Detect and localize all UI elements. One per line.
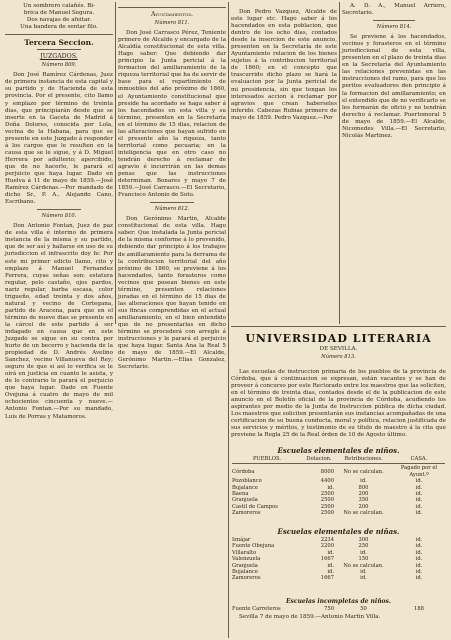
table-row: [231, 465, 446, 478]
notice-text: Don José Carrasco Pérez, Teniente primero de Alcalde y encargado de la Alcaldía constitucional de esta villa. Hago saber: Que debiendo dar principio la Junta pericial á la formacion del amillaramiento de la riqueza territorial que ha de servir de base para el repartimiento de inmuebles del año próximo de 1860, el Ayuntamiento constitucional que preside ha acordado se haga saber á los hacendados en esta villa y su término, presenten en la Secretaría en el término de 15 dias, relacion de las alteraciones que hayan sufrido en el presente año la riqueza, tanto territorial como pecuaria; en la inteligencia que en otro caso no tendrán derecho á reclamar de agravio é incurrirán en las demas penas que las instrucciones determinan. Bonares y mayo 7 de 1859.—José Carrasco.—El Secretario, Francisco Antonio de Soto.: [118, 30, 226, 199]
table-cell: Iznájar: [232, 537, 251, 543]
table-cell: id.: [327, 549, 334, 556]
table-cell: Fuente Carreteros: [232, 606, 281, 612]
column-1: [5, 0, 113, 421]
table-cell: 200: [358, 491, 369, 498]
notice-text: Las escuelas de instruccion primaria de los pueblos de la provincia de Córdoba, que á continuacion se expresan, están vacantes y se han de proveer á concurso por este Rectorado entre los maestros que las soliciten, en el término de treinta dias, contados desde el de la publicacion de este anuncio en el Boletín oficial de la provincia de Córdoba, acudiendo los aspirantes por medio de la Junta de Instruccion pública de dicha ciudad. Los maestros que soliciten presentarán sus instancias acompañadas de una certificacion de su buena conducta, moral y política, relacion justificada de sus servicios y méritos, y testimonio de su título de maestro á la cita que previene la Regla 25 de la Real órden de 10 de Agosto último.: [231, 369, 447, 438]
column-2: [118, 0, 226, 371]
table-cell: Zamoreros: [232, 575, 261, 582]
notice-number: Número 811.: [154, 20, 190, 27]
closing-signature: Sevilla 7 de mayo de 1859.—Antonio Martin Villa.: [239, 614, 381, 621]
table-cell: 300: [358, 537, 369, 543]
university-notice: [231, 369, 446, 439]
university-title: UNIVERSIDAD LITERARIA: [245, 332, 432, 345]
table-cell: No se calculan.: [343, 562, 384, 569]
table-row: [231, 606, 446, 612]
table-cell: 2500: [320, 503, 334, 510]
table-section-3: [231, 598, 446, 621]
table-cell: Villaralto: [232, 549, 257, 556]
university-header: [231, 332, 446, 363]
table-cell: 2500: [320, 497, 334, 504]
table-cell: id.: [415, 543, 423, 550]
header-cell: CASA.: [410, 456, 428, 462]
table-cell: Córdoba: [232, 468, 255, 475]
column-4: [342, 0, 446, 140]
table-cell: 150: [358, 556, 369, 563]
column-rule: [228, 2, 229, 638]
table-cell: id.: [360, 478, 367, 485]
table-cell: Zamoreros: [232, 510, 261, 517]
notice-text: A. D. A., Manuel Arriero, Secretario.: [342, 3, 446, 17]
table-cell: No se calculan.: [343, 468, 384, 475]
table-cell: 350: [358, 497, 369, 504]
table-cell: Baena: [232, 491, 249, 498]
divider: [232, 463, 445, 464]
table-cell: id.: [415, 549, 423, 556]
table-cell: id.: [415, 556, 423, 563]
table-cell: Granjuela: [232, 562, 258, 569]
schools-incomplete-table: [231, 606, 446, 612]
table-cell: id.: [360, 549, 367, 556]
table-cell: 188: [414, 606, 424, 612]
table-row: [231, 575, 446, 581]
divider: [150, 202, 193, 203]
divider: [5, 34, 113, 35]
divider: [37, 209, 80, 210]
column-rule: [115, 2, 116, 324]
notice-number: Número 814.: [376, 24, 412, 31]
text-line: brica de Manuel Segura.: [23, 10, 95, 17]
table-cell: 800: [358, 484, 369, 491]
notice-text: Don José Ramírez Cárdenas, Juez de primera instancia de esta capital y su partido y de Hacienda de esta provincia. Por el presente, cito llamo y emplazo por término de treinta dias, que principiarán desde que se inserte en la Gaceta de Madrid á Doña Dolores, conocida por Lola, vecina de la Habana, para que se presente en este Juzgado á responder á los cargos que le resulten en la causa que se le sigue, y á D. Miguel Herrera por adulterio; apercibido, que de no hacerlo, le parará el perjuicio que haya lugar. Dado en Huelva á 11 de mayo de 1859.—José Ramírez Cárdenas.—Por mandado de dicho Sr., P. A., Alejando Cano, Escribano.: [5, 72, 113, 206]
table-cell: 1667: [320, 575, 334, 582]
column-3: [231, 0, 337, 122]
table-cell: Castil de Campos: [232, 503, 278, 510]
table-cell: Bujalance: [232, 484, 258, 491]
column-rule: [339, 2, 340, 324]
header-cell: Retribuciones.: [344, 456, 383, 462]
table-heading: Escuelas elementales de niños.: [277, 446, 400, 455]
table-heading: Escuelas incompletas de niños.: [285, 598, 392, 605]
header-cell: PUEBLOS.: [252, 456, 282, 462]
table-cell: 8000: [320, 468, 334, 475]
table-cell: 2500: [320, 491, 334, 498]
table-cell: id.: [415, 537, 423, 543]
table-heading: Escuelas elementales de niñas.: [277, 527, 400, 536]
table-cell: 2234: [320, 537, 334, 543]
text-line: Una bandera de sentar filo.: [20, 24, 98, 31]
table-cell: 1667: [320, 556, 334, 563]
table-cell: Pagado por el Ayunt.º: [400, 465, 438, 478]
table-cell: id.: [360, 569, 367, 576]
table-row: [231, 510, 446, 516]
table-cell: Fuente Obejuna: [232, 543, 275, 550]
table-cell: Granjuela: [232, 497, 258, 504]
table-cell: id.: [415, 484, 423, 491]
table-cell: 250: [358, 543, 369, 550]
table-cell: Bujalance: [232, 569, 258, 576]
header-cell: Dotacion.: [306, 456, 332, 462]
notice-number: Número 810.: [41, 213, 77, 220]
table-section-2: [231, 528, 446, 582]
table-cell: id.: [415, 491, 423, 498]
divider: [373, 20, 415, 21]
table-section-1: [231, 447, 446, 517]
notice-text: Se previene á los hacendados, vecinos y forasteros en el término jurisdiccional de esta villa, presenten en el plazo de treinta dias en la Secretaría del Ayuntamiento las relaciones prevenidas en las instrucciones del ramo, para que los peritos evaluadores den principio á la formacion del amillaramiento; en el entendido que de no verificarlo se les formarán de oficio y no tendrán derecho á reclamar. Puertomoral 5 de mayo de 1859.—El Alcalde, Nicomedes Villa.—El Secretario, Nicolás Martinez.: [342, 34, 446, 139]
notice-text: Don Antonio Fontan, Juez de paz de esta villa é interino de primera instancia de la misma y su partido, que de ser así y hallarse en uso de su jurisdiccion el infrascrito doy fe: Por este mi primer edicto llamo, cito y emplazo á Manuel Fernandez Ferrera, cuyas señas son: estatura regular, pelo castaño, ojos pardos, nariz regular, barba escasa, color trigueño, edad treinta y dos años, natural y vecino de Cortegana, partido de Aracena, para que en el término de nueve dias se presente en la cárcel de este partido á ser indagado en causa que en este Juzgado se sigue en su contra por hurto de un becerro y hacienda de la propiedad de D. Andrés Avelino Sanchez, vecino Villanueva del Rey; seguro de que si así lo verifica se le oirá en justicia en cuanto le asista, y de lo contrario le parará el perjuicio que haya lugar. Dado en Fuente Ovejuna á cuatro de mayo de mil ochocientos cincuenta y nueve.—Antonio Fontan.—Por su mandado, Luis de Porras y Matamoros.: [5, 223, 113, 420]
table-cell: id.: [415, 575, 423, 582]
section-title: Tercera Seccion.: [24, 38, 94, 48]
table-cell: id.: [415, 510, 423, 517]
table-cell: No se calculan.: [343, 510, 384, 517]
table-cell: 2200: [320, 543, 334, 550]
table-cell: 50: [360, 606, 367, 612]
subsection-title: JUZGADOS.: [40, 53, 78, 61]
notice-text: Don Gerónimo Martin, Alcalde constitucional de esta villa. Hago saber: Que instalada la Junta pericial de la misma conforme á lo prevenido, debiendo dar principio á los trabajos de amillaramiento para la derrama de la contribucion territorial del año próximo de 1860, se previene á los hacendados, tanto forasteros como vecinos que posean bienes en este término, presenten relaciones juradas en el término de 15 dias de las alteraciones que hayan tenido en sus fincas comprendidas en el actual amillaramiento, en el bien entendido que de no presentarlas en dicho término se procederá con arreglo á instrucciones y le parará el perjuicio que haya lugar. Santa Ana la Real 5 de mayo de 1859.—El Alcalde, Gerónimo Martin.—Elias Gonzalez, Secretario.: [118, 216, 226, 371]
subsection-title: Ayuntamientos.: [150, 11, 194, 18]
table-cell: id.: [415, 562, 423, 569]
table-cell: id.: [327, 484, 334, 491]
table-cell: 200: [358, 503, 369, 510]
notice-number: Número 813.: [321, 354, 356, 360]
text-line: Dos navajas de afeitar.: [26, 17, 92, 24]
table-cell: id.: [415, 503, 423, 510]
notice-number: Número 812.: [154, 206, 190, 213]
notice-text: Don Pedro Vazquez, Alcalde de este lugar etc. Hago saber á los hacendados en esta poblacion, que dentro de los ocho dias, contados desde la insercion de este anuncio, presenten en la Secretaría de este Ayuntamiento relacion de los bienes sujetos á la contribucion territorial de 1860; en el concepto que trascurrido dicho plazo se hará la evaluacion por la Junta pericial de mi presidencia, sin que tengan los interesados accion á reclamar por agravios que crean haberseles inferido. Cabezas Rubias primero de mayo de 1859. Pedro Vazquez.—Por: [231, 9, 337, 121]
table-cell: 750: [324, 606, 334, 612]
divider: [118, 7, 226, 8]
table-cell: 4400: [320, 478, 334, 485]
table-cell: Valenzuela: [232, 556, 261, 563]
table-cell: 2500: [320, 510, 334, 517]
schools-girls-table: [231, 537, 446, 582]
notice-number: Número 809.: [41, 62, 77, 69]
table-cell: id.: [327, 569, 334, 576]
schools-boys-table: [231, 456, 446, 517]
divider: [37, 49, 80, 50]
table-cell: id.: [415, 569, 423, 576]
table-cell: Pozoblanco: [232, 478, 262, 485]
text-line: Un sombrero calañés. Bi-: [23, 3, 95, 9]
table-cell: id.: [327, 562, 334, 569]
divider: [231, 326, 446, 327]
university-subtitle: DE SEVILLA.: [319, 346, 358, 352]
table-cell: id.: [415, 497, 423, 504]
table-cell: id.: [360, 575, 367, 582]
table-cell: id.: [415, 478, 423, 485]
